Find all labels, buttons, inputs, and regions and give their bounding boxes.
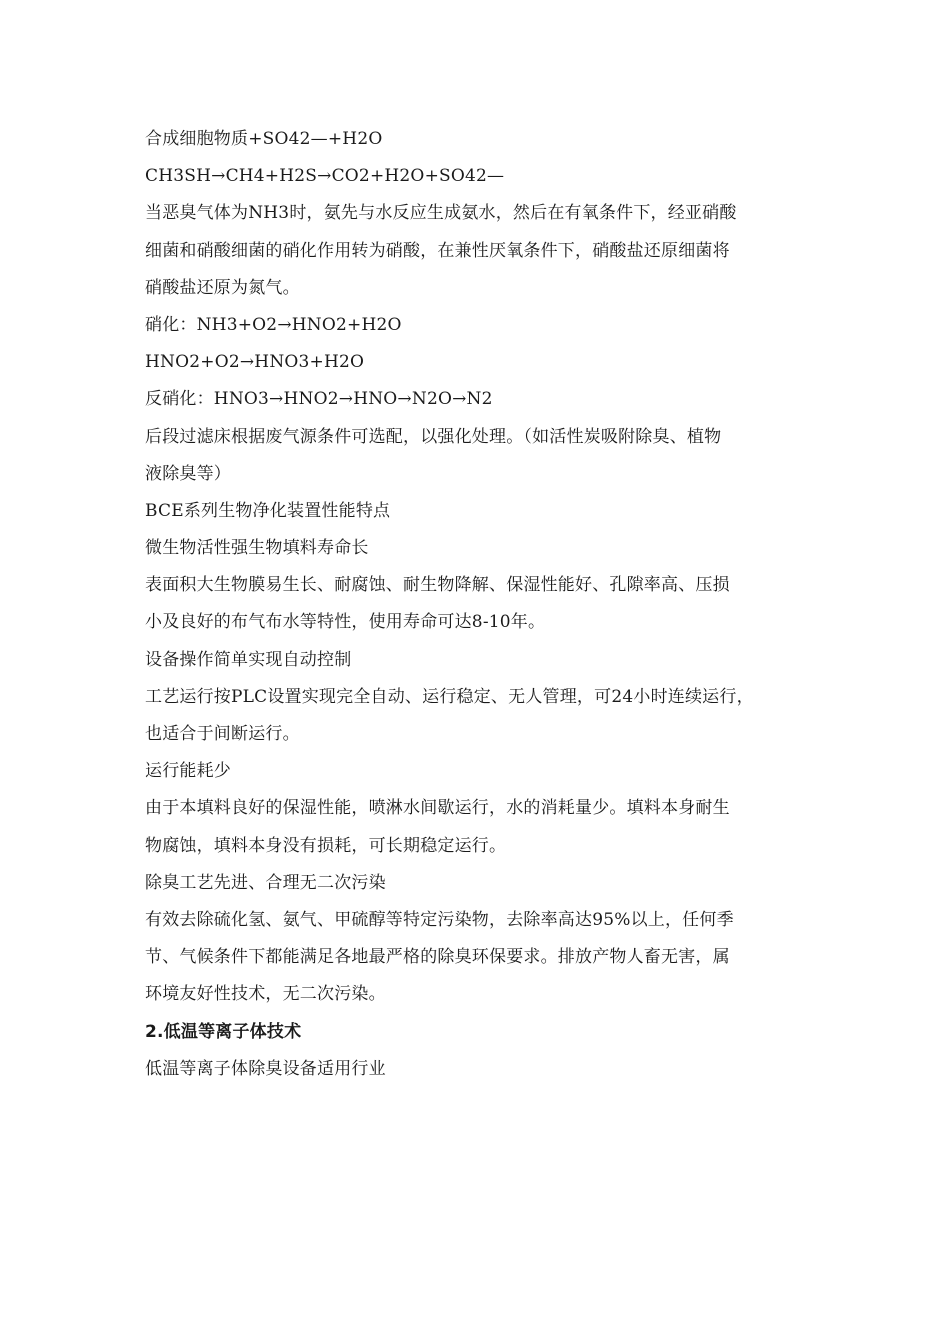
text-line: 当恶臭气体为NH3时，氨先与水反应生成氨水，然后在有氧条件下，经亚硝酸 [145, 203, 737, 224]
section-title: 2.低温等离子体技术 [145, 1021, 302, 1042]
text-line: CH3SH→CH4+H2S→CO2+H2O+SO42— [145, 166, 505, 187]
text-line: 小及良好的布气布水等特性，使用寿命可达8-10年。 [145, 612, 546, 633]
text-line: HNO2+O2→HNO3+H2O [145, 352, 365, 373]
text-line: 物腐蚀，填料本身没有损耗，可长期稳定运行。 [145, 835, 507, 856]
text-line: 液除臭等） [145, 463, 231, 484]
feature-heading: 微生物活性强生物填料寿命长 [145, 538, 369, 559]
text-line: 硝化：NH3+O2→HNO2+H2O [145, 314, 402, 335]
text-line: 后段过滤床根据废气源条件可选配，以强化处理。（如活性炭吸附除臭、植物 [145, 426, 722, 447]
text-line: 环境友好性技术，无二次污染。 [145, 984, 386, 1005]
feature-heading: 设备操作简单实现自动控制 [145, 649, 352, 670]
text-line: 合成细胞物质+SO42—+H2O [145, 129, 383, 149]
text-line: 低温等离子体除臭设备适用行业 [145, 1058, 386, 1079]
text-line: 由于本填料良好的保湿性能，喷淋水间歇运行，水的消耗量少。填料本身耐生 [145, 798, 730, 819]
text-line: 反硝化：HNO3→HNO2→HNO→N2O→N2 [145, 389, 493, 410]
text-line: 细菌和硝酸细菌的硝化作用转为硝酸，在兼性厌氧条件下，硝酸盐还原细菌将 [145, 240, 730, 261]
document-body [145, 121, 825, 1088]
text-line: 工艺运行按PLC设置实现完全自动、运行稳定、无人管理，可24小时连续运行， [145, 686, 754, 707]
text-line: 硝酸盐还原为氮气。 [145, 277, 300, 298]
text-line: 表面积大生物膜易生长、耐腐蚀、耐生物降解、保湿性能好、孔隙率高、压损 [145, 575, 730, 596]
section-heading: BCE系列生物净化装置性能特点 [145, 500, 391, 521]
text-line: 也适合于间断运行。 [145, 724, 300, 744]
text-line: 有效去除硫化氢、氨气、甲硫醇等特定污染物，去除率高达95%以上，任何季 [145, 909, 734, 930]
feature-heading: 运行能耗少 [145, 761, 231, 782]
text-line: 节、气候条件下都能满足各地最严格的除臭环保要求。排放产物人畜无害，属 [145, 947, 730, 968]
feature-heading: 除臭工艺先进、合理无二次污染 [145, 872, 386, 893]
